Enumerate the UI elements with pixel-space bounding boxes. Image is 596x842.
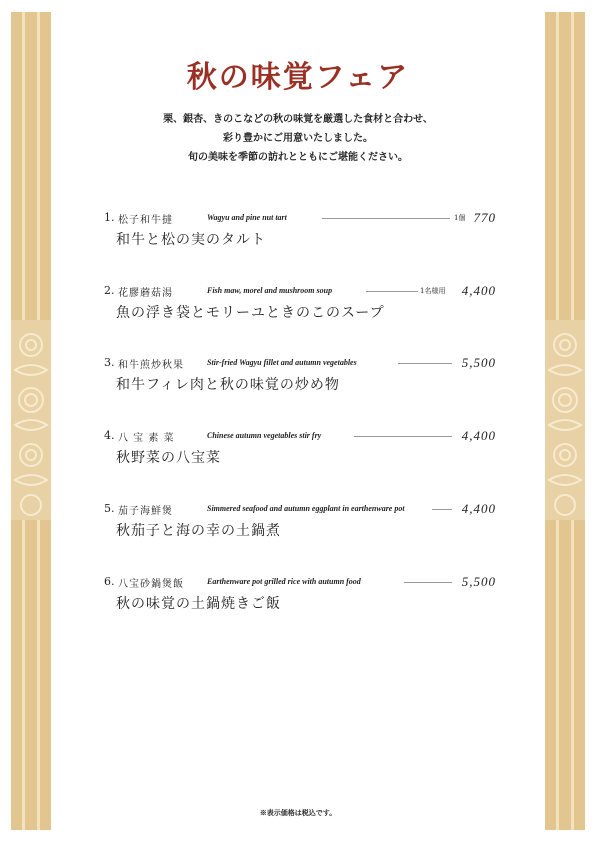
item-price: 5,500 [461, 574, 496, 589]
item-japanese-name: 和牛フィレ肉と秋の味覚の炒め物 [116, 377, 340, 393]
menu-item [104, 502, 496, 552]
leader-line [354, 436, 452, 437]
item-chinese-name: 花膠蘑菇湯 [118, 288, 173, 299]
item-price: 770 [473, 210, 496, 225]
tax-footnote: ※表示価格は税込です。 [259, 808, 337, 817]
item-price: 5,500 [461, 355, 496, 370]
leader-line [398, 363, 452, 364]
ornament-pattern [545, 320, 585, 520]
item-english-name: Fish maw, morel and mushroom soup [207, 286, 333, 295]
item-number: 6. [104, 575, 115, 588]
item-price: 4,400 [461, 428, 496, 443]
menu-item [104, 575, 496, 625]
page-title: 秋の味覚フェア [186, 60, 410, 95]
item-english-name: Stir-fried Wagyu fillet and autumn vegetables [207, 358, 357, 367]
leader-line [404, 582, 452, 583]
item-price: 4,400 [461, 283, 496, 298]
leader-line [322, 218, 450, 219]
intro-line: 旬の美味を季節の訪れとともにご堪能ください。 [188, 152, 408, 163]
item-number: 4. [104, 429, 115, 442]
item-chinese-name: 松子和牛撻 [118, 215, 173, 226]
item-japanese-name: 秋野菜の八宝菜 [116, 450, 221, 466]
item-english-name: Simmered seafood and autumn eggplant in earthenware pot [207, 504, 405, 513]
leader-line [432, 509, 452, 510]
item-english-name: Earthenware pot grilled rice with autumn food [207, 577, 361, 586]
intro-text [0, 110, 596, 167]
item-price: 4,400 [461, 501, 496, 516]
item-japanese-name: 魚の浮き袋とモリーユときのこのスープ [116, 305, 385, 321]
item-chinese-name: 八宝砂鍋煲飯 [118, 579, 184, 590]
item-english-name: Chinese autumn vegetables stir fry [207, 431, 322, 440]
menu-item [104, 284, 496, 334]
menu-item [104, 356, 496, 406]
item-unit: 1個 [454, 214, 466, 222]
item-japanese-name: 和牛と松の実のタルト [116, 232, 266, 248]
item-chinese-name: 八 宝 素 菜 [118, 433, 175, 444]
item-english-name: Wagyu and pine nut tart [207, 213, 287, 222]
item-unit: 1名様用 [420, 287, 446, 295]
item-number: 1. [104, 211, 115, 224]
leader-line [366, 291, 418, 292]
item-japanese-name: 秋の味覚の土鍋焼きご飯 [116, 596, 281, 612]
item-chinese-name: 和牛煎炒秋果 [118, 360, 184, 371]
menu-item [104, 429, 496, 479]
intro-line: 栗、銀杏、きのこなどの秋の味覚を厳選した食材と合わせ、 [163, 114, 433, 125]
ornament-pattern [11, 320, 51, 520]
item-chinese-name: 茄子海鮮煲 [118, 506, 173, 517]
intro-line: 彩り豊かにご用意いたしました。 [223, 133, 373, 144]
item-japanese-name: 秋茄子と海の幸の土鍋煮 [116, 523, 281, 539]
menu-item [104, 211, 496, 261]
item-number: 2. [104, 284, 115, 297]
item-number: 5. [104, 502, 115, 515]
item-number: 3. [104, 356, 115, 369]
